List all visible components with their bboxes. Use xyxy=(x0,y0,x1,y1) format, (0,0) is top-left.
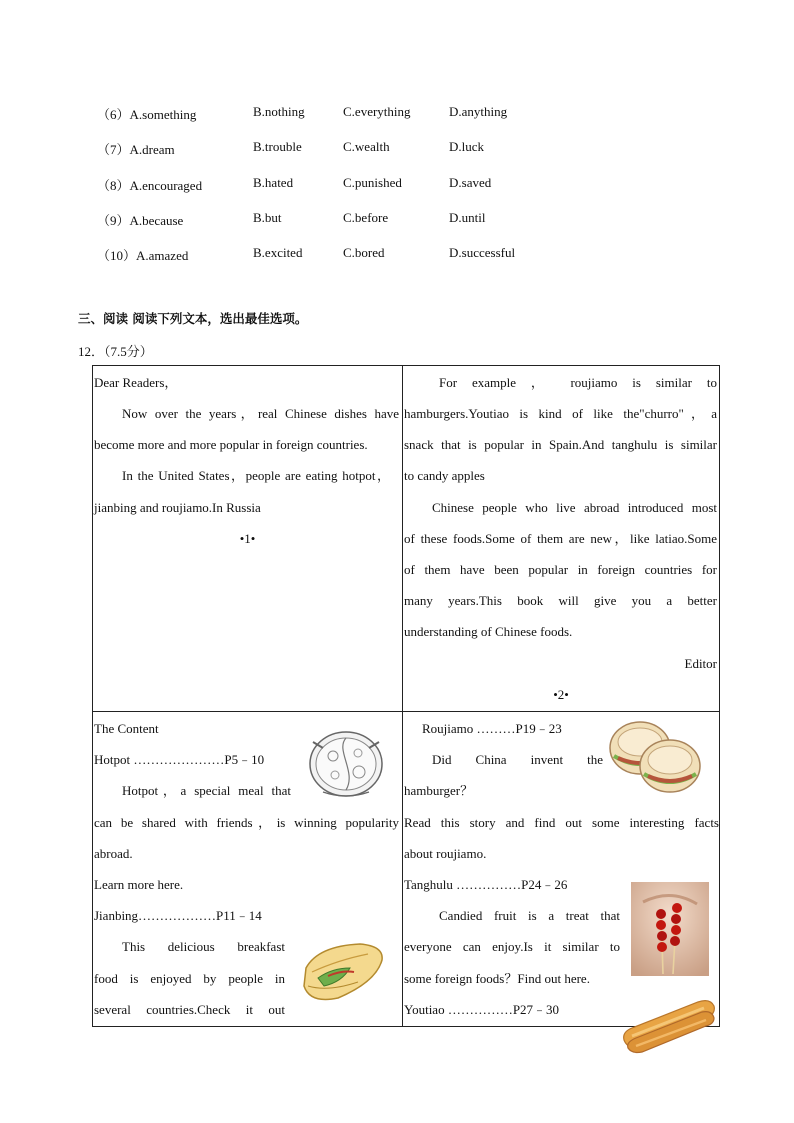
option-c: C.bored xyxy=(343,245,385,260)
signature: Editor xyxy=(684,656,717,671)
option-d: D.until xyxy=(449,210,486,225)
paragraph-line: many years.This book will give you a better xyxy=(404,593,717,608)
greeting: Dear Readers， xyxy=(94,375,178,390)
toc-entry-roujiamo: Roujiamo ………P19﹣23 xyxy=(422,721,562,736)
page-number: •1• xyxy=(239,531,256,546)
option-d: D.anything xyxy=(449,104,508,119)
toc-entry-jianbing: Jianbing………………P11﹣14 xyxy=(94,908,262,923)
question-number: 12．（7.5分） xyxy=(78,344,153,359)
option-b: B.but xyxy=(253,210,282,225)
paragraph-line: Did China invent the xyxy=(432,752,603,767)
option-d: D.successful xyxy=(449,245,516,260)
toc-entry-tanghulu: Tanghulu ……………P24﹣26 xyxy=(404,877,568,892)
jianbing-image xyxy=(298,938,388,1008)
paragraph-line: In the United States，people are eating hotpot， xyxy=(122,468,390,483)
option-a: （8）A.encouraged xyxy=(97,178,203,193)
paragraph-line: of these foods.Some of them are new，like latiao.Some xyxy=(404,531,717,546)
paragraph-line: Learn more here. xyxy=(94,877,184,892)
paragraph-line: For example ， roujiamo is similar to xyxy=(439,375,717,390)
paragraph-line: everyone can enjoy.Is it similar to xyxy=(404,939,620,954)
paragraph-line: to candy apples xyxy=(404,468,485,483)
option-c: C.everything xyxy=(343,104,411,119)
option-b: B.trouble xyxy=(253,139,302,154)
option-a: （6）A.something xyxy=(97,107,197,122)
option-a: （7）A.dream xyxy=(97,142,175,157)
contents-left-cell xyxy=(93,712,402,1026)
contents-right-cell xyxy=(403,712,719,1026)
option-c: C.wealth xyxy=(343,139,390,154)
paragraph-line: Read this story and find out some interesting facts xyxy=(404,815,719,830)
section-heading: 三、阅读 阅读下列文本，选出最佳选项。 xyxy=(78,311,308,326)
paragraph-line: hamburger？ xyxy=(404,783,474,798)
youtiao-image xyxy=(618,996,718,1054)
paragraph-line: hamburgers.Youtiao is kind of like the"churro"，a xyxy=(404,406,717,421)
option-b: B.nothing xyxy=(253,104,305,119)
paragraph-line: about roujiamo. xyxy=(404,846,487,861)
option-b: B.hated xyxy=(253,175,294,190)
paragraph-line: of them have been popular in foreign countries for xyxy=(404,562,717,577)
paragraph-line: can be shared with friends，is winning popularity xyxy=(94,815,399,830)
paragraph-line: several countries.Check it out xyxy=(94,1002,285,1017)
paragraph-line: Chinese people who live abroad introduced most xyxy=(432,500,717,515)
paragraph-line: some foreign foods？Find out here. xyxy=(404,971,590,986)
contents-title: The Content xyxy=(94,721,159,736)
hotpot-image xyxy=(305,720,387,802)
roujiamo-image xyxy=(606,712,704,798)
option-c: C.before xyxy=(343,210,389,225)
paragraph-line: This delicious breakfast xyxy=(122,939,285,954)
paragraph-line: food is enjoyed by people in xyxy=(94,971,285,986)
option-d: D.luck xyxy=(449,139,485,154)
paragraph-line: Now over the years，real Chinese dishes have xyxy=(122,406,399,421)
option-a: （10）A.amazed xyxy=(97,248,189,263)
tanghulu-image xyxy=(631,882,709,976)
option-c: C.punished xyxy=(343,175,402,190)
page-number: •2• xyxy=(553,687,569,702)
paragraph-line: jianbing and roujiamo.In Russia xyxy=(94,500,261,515)
option-d: D.saved xyxy=(449,175,492,190)
paragraph-line: Hotpot，a special meal that xyxy=(122,783,291,798)
toc-entry-youtiao: Youtiao ……………P27﹣30 xyxy=(404,1002,560,1017)
toc-entry-hotpot: Hotpot …………………P5﹣10 xyxy=(94,752,265,767)
option-b: B.excited xyxy=(253,245,303,260)
page-1-cell xyxy=(93,366,402,711)
option-a: （9）A.because xyxy=(97,213,184,228)
paragraph-line: snack that is popular in Spain.And tanghulu is similar xyxy=(404,437,717,452)
paragraph-line: become more and more popular in foreign countries. xyxy=(94,437,368,452)
reading-table xyxy=(92,365,720,1027)
paragraph-line: abroad. xyxy=(94,846,133,861)
page-2-cell xyxy=(403,366,719,711)
paragraph-line: Candied fruit is a treat that xyxy=(439,908,620,923)
paragraph-line: understanding of Chinese foods. xyxy=(404,624,573,639)
